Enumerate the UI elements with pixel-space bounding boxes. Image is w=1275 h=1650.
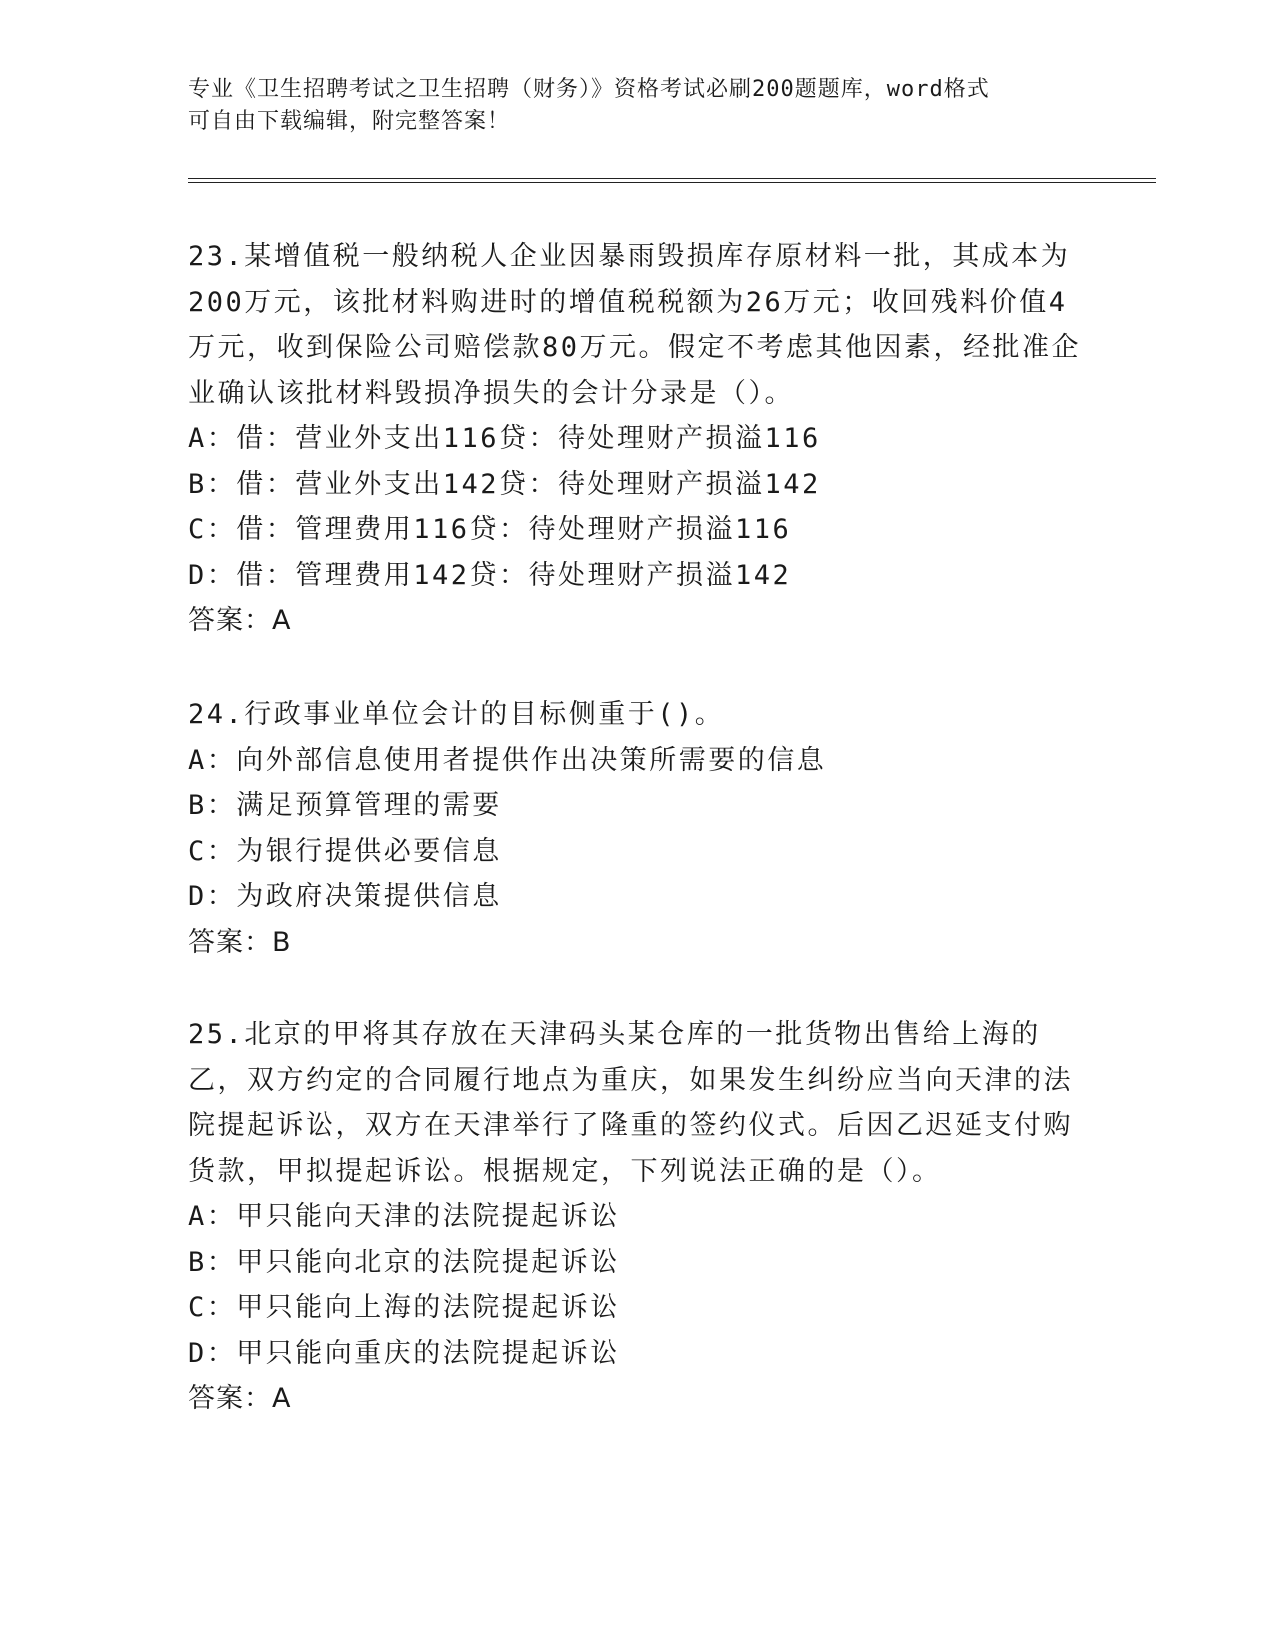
header-title-line-1: 专业《卫生招聘考试之卫生招聘（财务）》资格考试必刷200题题库，word格式 xyxy=(188,77,990,102)
header-title-line-2: 可自由下载编辑，附完整答案！ xyxy=(188,109,511,134)
option-a: A：向外部信息使用者提供作出决策所需要的信息 xyxy=(188,744,827,776)
question-25 xyxy=(188,1012,1088,1422)
option-a: A：甲只能向天津的法院提起诉讼 xyxy=(188,1201,620,1232)
document-header xyxy=(188,74,1088,138)
answer-line: 答案：A xyxy=(188,605,292,636)
question-24 xyxy=(188,692,1088,965)
answer-line: 答案：B xyxy=(188,926,292,958)
option-c: C：为银行提供必要信息 xyxy=(188,835,502,867)
question-23 xyxy=(188,234,1088,644)
answer-line: 答案：A xyxy=(188,1383,292,1414)
option-b: B：借：营业外支出142贷：待处理财产损溢142 xyxy=(188,468,821,500)
option-b: B：满足预算管理的需要 xyxy=(188,790,502,821)
header-divider xyxy=(188,178,1156,183)
option-a: A：借：营业外支出116贷：待处理财产损溢116 xyxy=(188,423,821,454)
question-stem: 25.北京的甲将其存放在天津码头某仓库的一批货物出售给上海的乙，双方约定的合同履行地点为重庆，如果发生纠纷应当向天津的法院提起诉讼，双方在天津举行了隆重的签约仪式。后因乙迟延支付购货款，甲拟提起诉讼。根据规定，下列说法正确的是（）。 xyxy=(188,1019,1073,1187)
question-stem: 24.行政事业单位会计的目标侧重于()。 xyxy=(188,699,725,730)
option-c: C：甲只能向上海的法院提起诉讼 xyxy=(188,1292,620,1323)
question-stem: 23.某增值税一般纳税人企业因暴雨毁损库存原材料一批，其成本为200万元，该批材料购进时的增值税税额为26万元；收回残料价值4万元，收到保险公司赔偿款80万元。假定不考虑其他因素，经批准企业确认该批材料毁损净损失的会计分录是（）。 xyxy=(188,241,1082,409)
option-d: D：甲只能向重庆的法院提起诉讼 xyxy=(188,1337,620,1369)
option-c: C：借：管理费用116贷：待处理财产损溢116 xyxy=(188,514,792,545)
option-d: D：借：管理费用142贷：待处理财产损溢142 xyxy=(188,559,792,591)
option-b: B：甲只能向北京的法院提起诉讼 xyxy=(188,1246,620,1278)
option-d: D：为政府决策提供信息 xyxy=(188,881,502,912)
